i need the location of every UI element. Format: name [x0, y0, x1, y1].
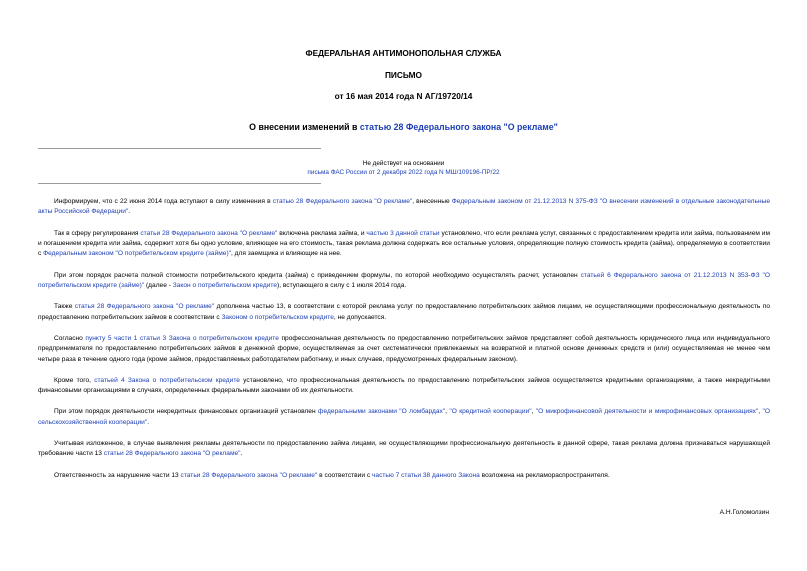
document-subject — [0, 122, 807, 132]
law-reference-link[interactable]: частью 7 статьи 38 данного Закона — [372, 471, 480, 479]
document-kind: ПИСЬМО — [384, 70, 423, 80]
paragraph-text: , для заемщика и влияющие на нее. — [231, 250, 342, 258]
paragraph-text: ), вступающего в силу с 1 июля 2014 года. — [277, 282, 407, 290]
paragraph-text: установлено, что если реклама услуг, связанных с предоставлением кредита или займа, пользованием им и погашением кредита или займа, содержит хотя бы одно условие, влияющее на его стоимость, такая реклама должна содержать все остальные условия, определяющие полную стоимость кредита (займа), определяемую в соответствии с — [38, 229, 771, 258]
paragraph-text: Согласно — [54, 334, 86, 342]
notice-bottom-divider — [38, 183, 321, 184]
law-reference-link[interactable]: статьей 6 Федерального закона от 21.12.2013 N 353-ФЗ "О потребительском кредите (займе)" — [38, 271, 771, 290]
law-reference-link[interactable]: частью 3 данной статьи — [366, 229, 440, 237]
paragraph-text: Ответственность за нарушение части 13 — [54, 471, 181, 479]
law-reference-link[interactable]: пункту 5 части 1 статьи 3 Закона о потребительском кредите — [85, 334, 279, 342]
notice-top-divider — [38, 148, 321, 149]
paragraph-text: в соответствии с — [317, 471, 372, 479]
notice-text: Не действует на основании — [362, 160, 445, 167]
law-reference-link[interactable]: Федеральным законом "О потребительском кредите (займе)" — [43, 250, 231, 258]
law-reference-link[interactable]: статьи 28 Федерального закона "О рекламе" — [140, 229, 278, 237]
letter-body — [38, 197, 770, 492]
paragraph-text: Кроме того, — [54, 376, 95, 384]
paragraph-text: включена реклама займа, и — [277, 229, 367, 237]
subject-prefix: О внесении изменений в — [249, 122, 360, 132]
law-reference-link[interactable]: Федеральным законом от 21.12.2013 N 375-ФЗ "О внесении изменений в отдельные законодательные акты Российской Федерации" — [38, 198, 770, 216]
body-paragraph — [38, 334, 770, 365]
law-reference-link[interactable]: "О сельскохозяйственной кооперации" — [38, 408, 770, 426]
law-reference-link[interactable]: статьей 4 Закона о потребительском кредите — [94, 376, 240, 384]
law-reference-link[interactable]: федеральными законами "О ломбардах" — [318, 408, 446, 416]
paragraph-text: . — [147, 418, 150, 426]
paragraph-text: . — [240, 450, 243, 458]
paragraph-text: Так в сферу регулирования — [54, 229, 141, 237]
paragraph-text: Также — [54, 303, 75, 311]
body-paragraph — [38, 407, 770, 428]
paragraph-text: Информируем, что с 22 июня 2014 года вступают в силу изменения в — [54, 198, 273, 205]
paragraph-text: профессиональная деятельность по предоставлению потребительских займов представляет собой деятельность юридического лица или индивидуального предпринимателя по предоставлению потребительских займов в денежной форме, осуществляемая за счет систематически привлекаемых на возвратной и платной основе денежных средств и (или) осуществляемая не менее чем четыре раза в течение одного года (кроме займов, предоставляемых работодателем работнику, и иных случаев, предусмотренных федеральным законом). — [38, 334, 770, 363]
paragraph-text: При этом порядок деятельности некредитных финансовых организаций установлен — [54, 408, 319, 416]
paragraph-text: установлено, что профессиональная деятельность по предоставлению потребительских займов осуществляется кредитными организациями, а также некредитными финансовыми организациями в случаях, определенных федеральными законами об их деятельности. — [38, 376, 770, 395]
body-paragraph — [38, 439, 770, 460]
paragraph-text: , — [758, 408, 763, 416]
paragraph-text: возложена на рекламораспространителя. — [479, 471, 610, 479]
law-reference-link[interactable]: статью 28 Федерального закона "О рекламе" — [272, 198, 413, 205]
law-reference-link[interactable]: "О микрофинансовой деятельности и микрофинансовых организациях" — [535, 408, 759, 416]
body-paragraph — [38, 302, 770, 323]
law-reference-link[interactable]: статьи 28 Федерального закона "О рекламе" — [180, 471, 318, 479]
paragraph-text: , — [445, 408, 450, 416]
notice-letter-link[interactable]: письма ФАС России от 2 декабря 2022 года N МШ/109196-ПР/22 — [307, 169, 500, 176]
body-paragraph — [38, 229, 770, 260]
subject-law-link[interactable]: статью 28 Федерального закона "О рекламе" — [359, 122, 558, 132]
law-reference-link[interactable]: статья 28 Федерального закона "О рекламе" — [74, 303, 215, 311]
paragraph-text: дополнена частью 13, в соответствии с которой реклама услуг по предоставлению потребительских займов лицами, не осуществляющими профессиональную деятельность по предоставлению потребительских займов в соответствии с — [38, 303, 771, 321]
body-paragraph — [38, 197, 770, 218]
status-notice — [0, 159, 807, 177]
paragraph-text: . — [128, 208, 131, 216]
law-reference-link[interactable]: Закон о потребительском кредите — [172, 282, 278, 290]
paragraph-text: Учитывая изложенное, в случае выявления рекламы деятельности по предоставлению займа лицами, не осуществляющими профессиональную деятельность в данной сфере, такая реклама должна признаваться нарушающей требование части 13 — [38, 440, 770, 458]
paragraph-text: , не допускается. — [333, 313, 387, 321]
body-paragraph — [38, 376, 770, 397]
body-paragraph — [38, 471, 770, 481]
paragraph-text: , — [531, 408, 536, 416]
signature: А.Н.Голомолзин — [719, 509, 769, 516]
law-reference-link[interactable]: "О кредитной кооперации" — [449, 408, 532, 416]
paragraph-text: , внесенные — [412, 198, 452, 205]
law-reference-link[interactable]: Законом о потребительском кредите — [221, 313, 334, 321]
body-paragraph — [38, 271, 770, 292]
document-date-number: от 16 мая 2014 года N АГ/19720/14 — [334, 91, 473, 101]
agency-title: ФЕДЕРАЛЬНАЯ АНТИМОНОПОЛЬНАЯ СЛУЖБА — [305, 48, 502, 58]
law-reference-link[interactable]: статьи 28 Федерального закона "О рекламе" — [103, 450, 241, 458]
paragraph-text: (далее - — [144, 282, 173, 290]
paragraph-text: При этом порядок расчета полной стоимости потребительского кредита (займа) с приведением формулы, по которой необходимо осуществлять расчет, установлен — [54, 271, 581, 279]
